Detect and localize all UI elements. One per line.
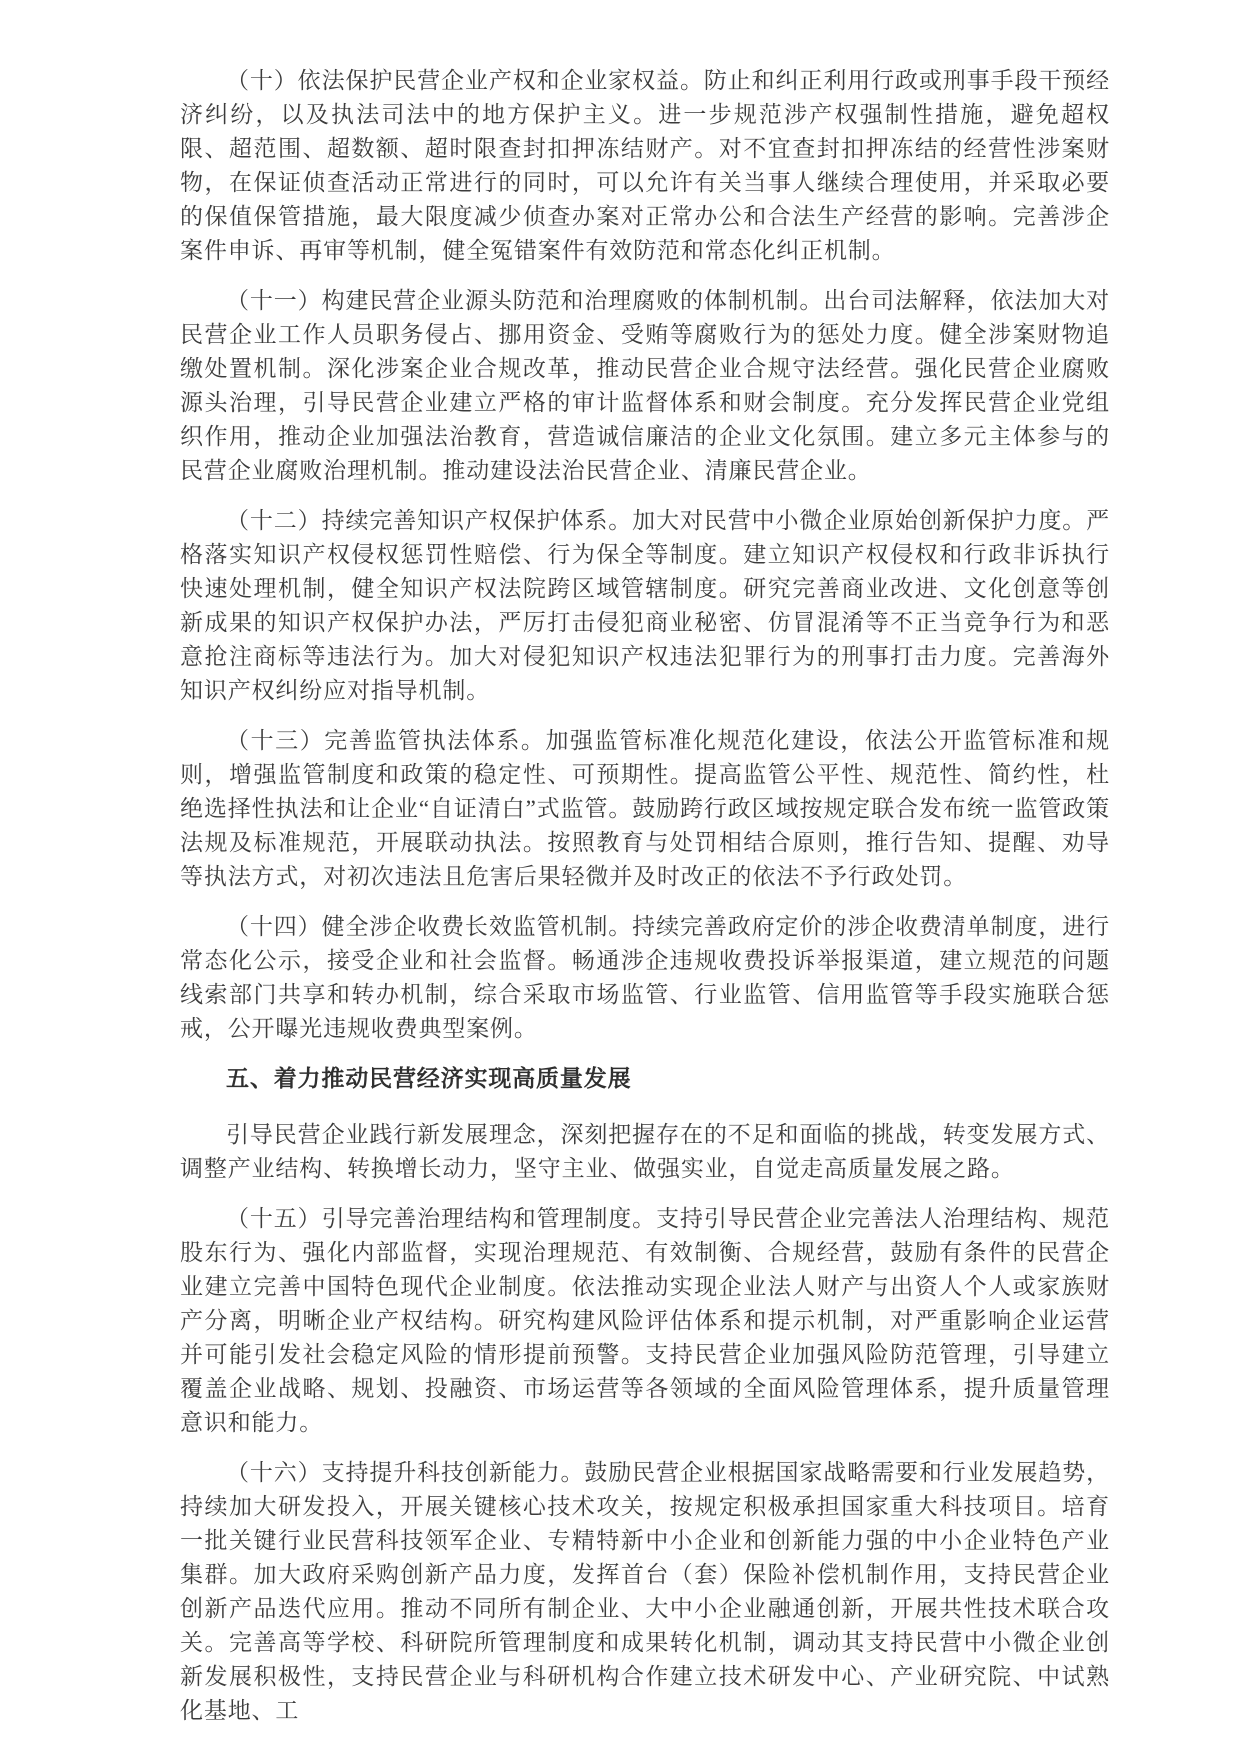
paragraph-12: （十二）持续完善知识产权保护体系。加大对民营中小微企业原始创新保护力度。严格落实知识产权侵权惩罚性赔偿、行为保全等制度。建立知识产权侵权和行政非诉执行快速处理机制，健全知识产权法院跨区域管辖制度。研究完善商业改进、文化创意等创新成果的知识产权保护办法，严厉打击侵犯商业秘密、仿冒混淆等不正当竞争行为和恶意抢注商标等违法行为。加大对侵犯知识产权违法犯罪行为的刑事打击力度。完善海外知识产权纠纷应对指导机制。	[180, 508, 1110, 703]
paragraph-14: （十四）健全涉企收费长效监管机制。持续完善政府定价的涉企收费清单制度，进行常态化公示，接受企业和社会监督。畅通涉企违规收费投诉举报渠道，建立规范的问题线索部门共享和转办机制，综合采取市场监管、行业监管、信用监管等手段实施联合惩戒，公开曝光违规收费典型案例。	[180, 914, 1110, 1041]
paragraph-16: （十六）支持提升科技创新能力。鼓励民营企业根据国家战略需要和行业发展趋势，持续加大研发投入，开展关键核心技术攻关，按规定积极承担国家重大科技项目。培育一批关键行业民营科技领军企业、专精特新中小企业和创新能力强的中小企业特色产业集群。加大政府采购创新产品力度，发挥首台（套）保险补偿机制作用，支持民营企业创新产品迭代应用。推动不同所有制企业、大中小企业融通创新，开展共性技术联合攻关。完善高等学校、科研院所管理制度和成果转化机制，调动其支持民营中小微企业创新发展积极性，支持民营企业与科研机构合作建立技术研发中心、产业研究院、中试熟化基地、工	[180, 1460, 1110, 1723]
paragraph-10: （十）依法保护民营企业产权和企业家权益。防止和纠正利用行政或刑事手段干预经济纠纷，以及执法司法中的地方保护主义。进一步规范涉产权强制性措施，避免超权限、超范围、超数额、超时限查封扣押冻结财产。对不宜查封扣押冻结的经营性涉案财物，在保证侦查活动正常进行的同时，可以允许有关当事人继续合理使用，并采取必要的保值保管措施，最大限度减少侦查办案对正常办公和合法生产经营的影响。完善涉企案件申诉、再审等机制，健全冤错案件有效防范和常态化纠正机制。	[180, 68, 1110, 263]
paragraph-15: （十五）引导完善治理结构和管理制度。支持引导民营企业完善法人治理结构、规范股东行为、强化内部监督，实现治理规范、有效制衡、合规经营，鼓励有条件的民营企业建立完善中国特色现代企业制度。依法推动实现企业法人财产与出资人个人或家族财产分离，明晰企业产权结构。研究构建风险评估体系和提示机制，对严重影响企业运营并可能引发社会稳定风险的情形提前预警。支持民营企业加强风险防范管理，引导建立覆盖企业战略、规划、投融资、市场运营等各领域的全面风险管理体系，提升质量管理意识和能力。	[180, 1206, 1110, 1435]
section-heading-5: 五、着力推动民营经济实现高质量发展	[226, 1066, 632, 1091]
paragraph-section5-intro: 引导民营企业践行新发展理念，深刻把握存在的不足和面临的挑战，转变发展方式、调整产业结构、转换增长动力，坚守主业、做强实业，自觉走高质量发展之路。	[180, 1122, 1110, 1181]
paragraph-13: （十三）完善监管执法体系。加强监管标准化规范化建设，依法公开监管标准和规则，增强监管制度和政策的稳定性、可预期性。提高监管公平性、规范性、简约性，杜绝选择性执法和让企业“自证清白”式监管。鼓励跨行政区域按规定联合发布统一监管政策法规及标准规范，开展联动执法。按照教育与处罚相结合原则，推行告知、提醒、劝导等执法方式，对初次违法且危害后果轻微并及时改正的依法不予行政处罚。	[180, 728, 1110, 889]
paragraph-11: （十一）构建民营企业源头防范和治理腐败的体制机制。出台司法解释，依法加大对民营企业工作人员职务侵占、挪用资金、受贿等腐败行为的惩处力度。健全涉案财物追缴处置机制。深化涉案企业合规改革，推动民营企业合规守法经营。强化民营企业腐败源头治理，引导民营企业建立严格的审计监督体系和财会制度。充分发挥民营企业党组织作用，推动企业加强法治教育，营造诚信廉洁的企业文化氛围。建立多元主体参与的民营企业腐败治理机制。推动建设法治民营企业、清廉民营企业。	[180, 288, 1110, 483]
